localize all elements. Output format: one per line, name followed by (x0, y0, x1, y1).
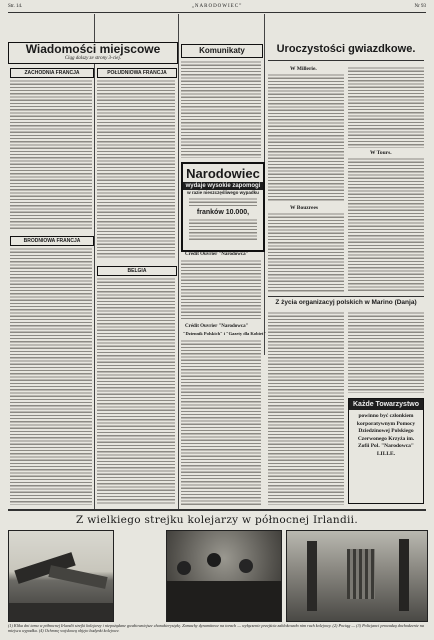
local-news-subtitle: Ciąg dalszy ze strony 3-ciej. (64, 56, 122, 61)
article-text (348, 66, 424, 148)
article-text (181, 259, 261, 321)
subhead-bouzrees: W Bouzrees (290, 205, 319, 211)
photo-derailed-train (8, 530, 114, 622)
ad-subhead-2: Crédit Ouvrier "Narodowca" (185, 324, 249, 329)
subhead-millerie: W Millerie. (290, 66, 317, 72)
figures-body (167, 581, 281, 621)
article-text (97, 277, 175, 505)
ad-subhead-3: "Dziennik Polskich" i "Gazety dla Kobiet" (183, 331, 266, 336)
christmas-title-box (268, 40, 424, 58)
organizations-title: Z życia organizacyj polskich w Marino (Danja) (275, 299, 417, 306)
section-south-france: POŁUDNIOWA FRANCJA (97, 68, 177, 78)
figure-head (239, 559, 253, 573)
ad-brand: Narodowiec (186, 166, 260, 181)
notice-title: Każde Towarzystwo (349, 399, 423, 410)
railings-shape (347, 549, 375, 599)
paper-name: „NARODOWIEC” (191, 4, 243, 9)
ad-amount: franków 10.000, (196, 209, 250, 216)
soldier-figure (307, 541, 317, 611)
section-rule (268, 296, 424, 297)
photo-police-crowd (166, 530, 282, 622)
subhead-tours: W Tours. (370, 150, 392, 156)
article-text (181, 339, 261, 505)
notice-text: powinno być członkiem korporatywnym Pomocy Dziedzinowej Polskiego Czerwonego Krzyża im. Zofii Pol. "Narodowca" LILLE. (356, 413, 416, 457)
feature-headline: Z wielkiego strejku kolejarzy w północnej Irlandii. (76, 514, 358, 526)
article-text (181, 60, 261, 158)
ad-text (189, 197, 257, 207)
local-news-title-box (8, 42, 178, 64)
christmas-title: Uroczystości gwiazdkowe. (276, 43, 416, 55)
article-text (10, 79, 92, 229)
article-text (10, 247, 92, 505)
photo-guarded-buildings (286, 530, 428, 622)
section-belgium: BELGIA (97, 266, 177, 276)
insurance-ad (181, 162, 265, 252)
section-east-france: BRODNIOWA FRANCJA (10, 236, 94, 246)
section-west-france: ZACHODNIA FRANCJA (10, 68, 94, 78)
ad-tagline: wydaje wysokie zapomogi (183, 182, 263, 190)
column-rule (178, 14, 179, 510)
feature-caption: (1) Klika dni temu w północnej Irlandii strejki kolejarzy i niepożądane gwałtowniejsze charakterystykę. Zamachy dynamitowe na torach — wyłączenie przejścia zablokowało nim ruch kolejowy. (2) Pociąg — (3) Policjanci prowadzą dochodzenie na miejscu wypadku. (4) Ochronę wojskową objęto budynki kolejowe. (8, 623, 424, 633)
page-number: Str. 14. (8, 4, 23, 9)
article-text (348, 311, 424, 393)
column-rule (94, 14, 95, 510)
local-news-title: Wiadomości miejscowe (25, 42, 161, 56)
announcements-title-box (181, 44, 263, 58)
soldier-figure (399, 539, 409, 611)
page-header (8, 4, 426, 13)
announcements-title: Komunikaty (199, 46, 245, 55)
figure-head (207, 553, 221, 567)
ad-tagline-2: w razie nieszczęśliwego wypadku (187, 190, 259, 195)
article-text (268, 73, 344, 201)
title-rule (268, 60, 424, 61)
train-car-shape (48, 565, 107, 589)
article-text (348, 157, 424, 292)
issue-number: Nr 93 (414, 4, 426, 9)
figure-head (177, 561, 191, 575)
red-cross-notice (348, 398, 424, 504)
article-text (97, 79, 175, 259)
article-text (268, 311, 344, 505)
ad-text (189, 218, 257, 240)
ground-shape (9, 603, 113, 621)
article-text (268, 212, 344, 292)
ad-subhead-1: Crédit Ouvrier "Narodowca" (185, 252, 249, 257)
feature-top-rule (8, 509, 426, 511)
